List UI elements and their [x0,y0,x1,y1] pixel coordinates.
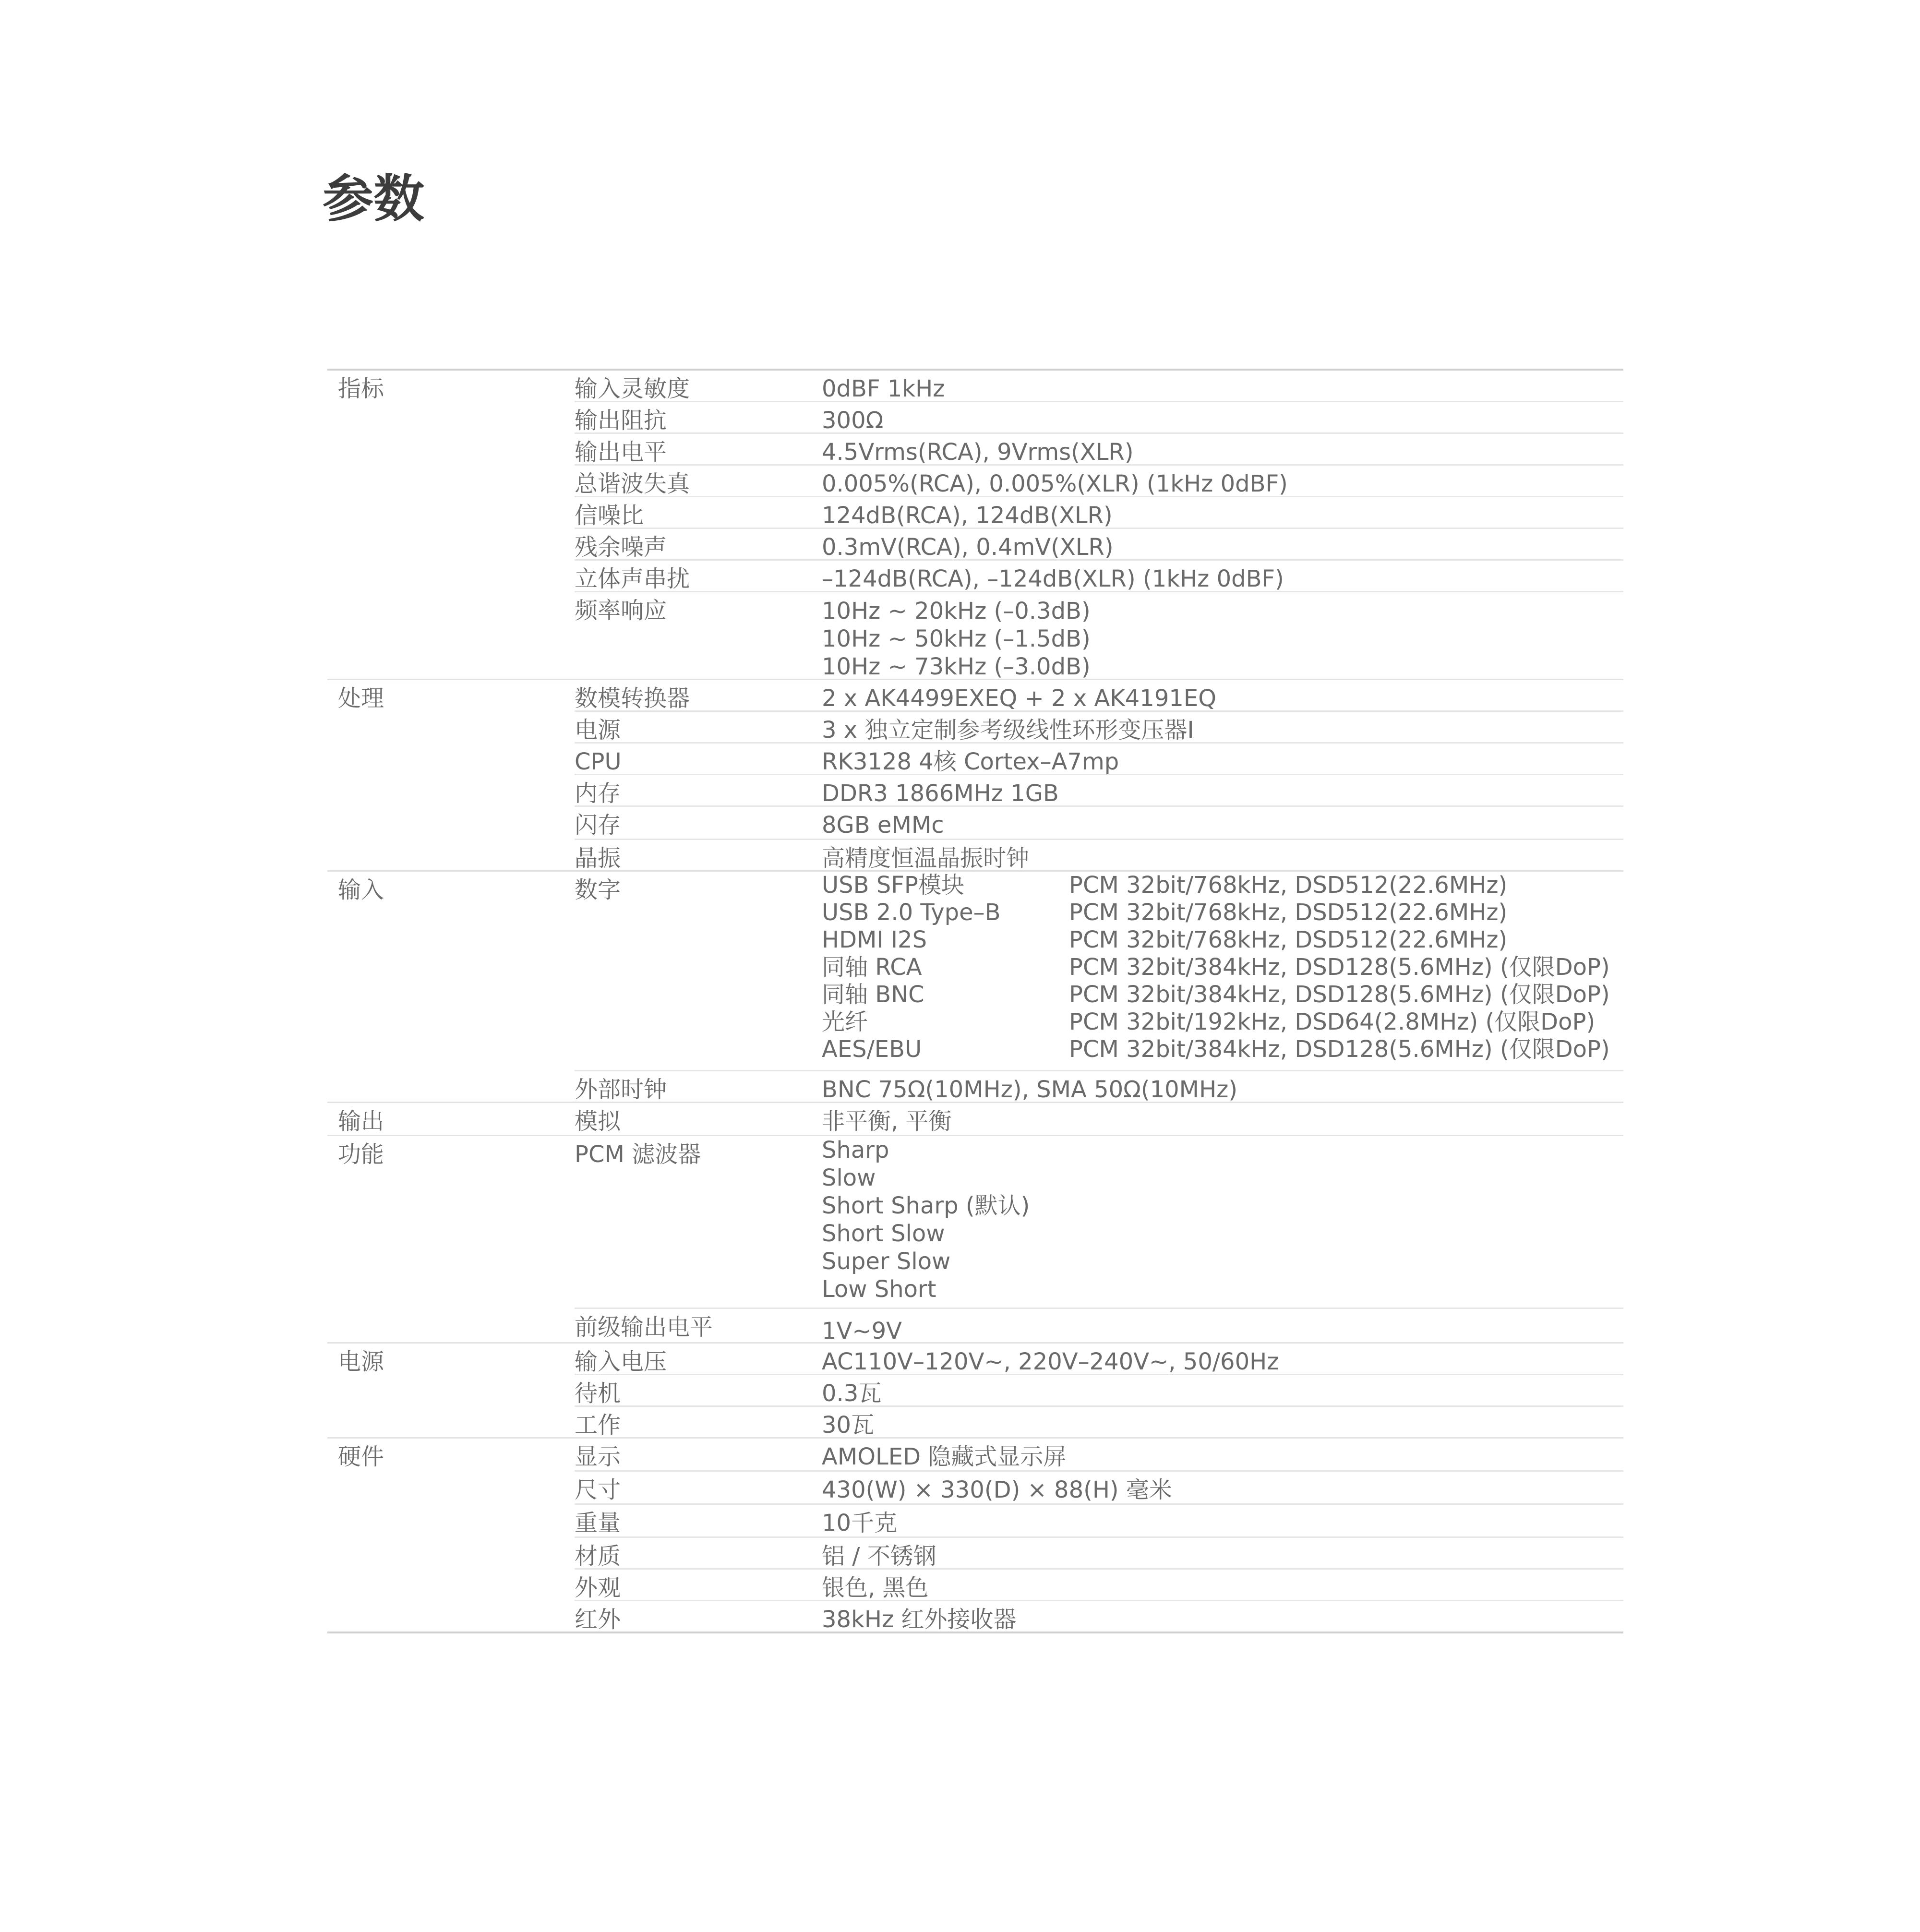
spec-label: 重量 [575,1510,621,1536]
spec-row [575,528,1623,559]
spec-value: 0dBF 1kHz [822,375,945,402]
input-format: PCM 32bit/768kHz, DSD512(22.6MHz) [1069,899,1508,926]
spec-value: 38kHz 红外接收器 [822,1606,1017,1633]
spec-label: 残余噪声 [575,534,667,561]
spec-value: 430(W) × 330(D) × 88(H) 毫米 [822,1476,1172,1503]
input-row [822,981,1623,1008]
input-name: 光纤 [822,1008,868,1035]
spec-row [575,1103,1623,1133]
spec-value: 0.005%(RCA), 0.005%(XLR) (1kHz 0dBF) [822,470,1288,497]
spec-row [575,805,1623,839]
input-name: 同轴 BNC [822,981,924,1008]
spec-row [575,680,1623,710]
spec-row [575,774,1623,805]
spec-row [575,401,1623,432]
spec-label: 输出电平 [575,439,667,466]
input-name: USB 2.0 Type–B [822,899,1001,926]
spec-label: 尺寸 [575,1476,621,1503]
value-line: 10Hz ~ 73kHz (–3.0dB) [822,653,1091,680]
spec-group [327,1437,1623,1632]
spec-label: 前级输出电平 [575,1314,713,1341]
spec-group [327,1342,1623,1437]
spec-row [575,432,1623,464]
spec-label: 内存 [575,780,621,807]
spec-value: AC110V–120V~, 220V–240V~, 50/60Hz [822,1348,1279,1375]
spec-label: 外观 [575,1574,621,1601]
spec-row [575,1439,1623,1470]
spec-row [575,1374,1623,1405]
spec-value: 300Ω [822,407,884,434]
input-name: 同轴 RCA [822,954,922,981]
spec-group [327,1102,1623,1135]
spec-group [327,1135,1623,1342]
value-line: Slow [822,1164,876,1191]
spec-value: 4.5Vrms(RCA), 9Vrms(XLR) [822,439,1134,466]
input-format: PCM 32bit/384kHz, DSD128(5.6MHz) (仅限DoP) [1069,954,1610,981]
spec-label: 数模转换器 [575,685,690,712]
input-row [822,1036,1623,1063]
spec-row [575,1503,1623,1536]
spec-group [327,679,1623,870]
input-format: PCM 32bit/384kHz, DSD128(5.6MHz) (仅限DoP) [1069,981,1610,1008]
spec-row [575,1536,1623,1568]
spec-label: 闪存 [575,812,621,839]
spec-label: 信噪比 [575,502,644,529]
category-label: 硬件 [338,1443,384,1470]
spec-label: CPU [575,748,622,775]
page-title: 参数 [323,169,424,228]
spec-row [575,496,1623,528]
spec-value: DDR3 1866MHz 1GB [822,780,1059,807]
spec-value: 3 x 独立定制参考级线性环形变压器I [822,717,1194,744]
input-format: PCM 32bit/192kHz, DSD64(2.8MHz) (仅限DoP) [1069,1008,1596,1035]
spec-value: 30瓦 [822,1412,875,1439]
value-line: Sharp [822,1137,889,1164]
spec-label: 总谐波失真 [575,470,690,497]
spec-value [822,1136,1623,1308]
spec-label: 红外 [575,1606,621,1633]
spec-label: 工作 [575,1412,621,1439]
spec-row [575,1344,1623,1374]
spec-row [575,872,1623,1070]
input-row [822,1008,1623,1036]
category-label: 功能 [338,1141,384,1168]
spec-value: AMOLED 隐藏式显示屏 [822,1443,1067,1470]
spec-row [575,371,1623,401]
spec-label: PCM 滤波器 [575,1141,701,1168]
spec-value: 2 x AK4499EXEQ + 2 x AK4191EQ [822,685,1217,712]
spec-label: 输入电压 [575,1348,667,1375]
spec-value: 高精度恒温晶振时钟 [822,845,1030,872]
category-label: 输入 [338,876,384,903]
spec-row [575,1405,1623,1437]
spec-row [575,464,1623,496]
spec-value: BNC 75Ω(10MHz), SMA 50Ω(10MHz) [822,1076,1238,1103]
spec-value: 铝 / 不锈钢 [822,1543,936,1570]
spec-value: 非平衡, 平衡 [822,1108,952,1135]
spec-row [575,591,1623,679]
value-line: 10Hz ~ 50kHz (–1.5dB) [822,625,1091,652]
spec-row [575,710,1623,742]
spec-label: 材质 [575,1543,621,1570]
value-line: Super Slow [822,1248,951,1275]
spec-label: 电源 [575,717,621,744]
spec-value: 0.3瓦 [822,1380,882,1407]
spec-value: 0.3mV(RCA), 0.4mV(XLR) [822,534,1114,561]
spec-value: 1V~9V [822,1318,902,1344]
value-line: Short Sharp (默认) [822,1192,1030,1219]
spec-label: 模拟 [575,1108,621,1135]
spec-label: 待机 [575,1380,621,1407]
spec-value: 10千克 [822,1510,898,1536]
spec-table [327,369,1623,1633]
spec-row [575,742,1623,774]
spec-label: 频率响应 [575,597,667,624]
spec-label: 数字 [575,876,621,903]
input-name: HDMI I2S [822,926,927,953]
spec-value: 8GB eMMc [822,812,944,839]
spec-value: –124dB(RCA), –124dB(XLR) (1kHz 0dBF) [822,565,1284,592]
spec-label: 输出阻抗 [575,407,667,434]
spec-label: 晶振 [575,845,621,872]
input-format: PCM 32bit/768kHz, DSD512(22.6MHz) [1069,926,1508,953]
value-line: Short Slow [822,1220,945,1247]
spec-value [822,592,1623,679]
spec-row [575,839,1623,870]
spec-label: 输入灵敏度 [575,375,690,402]
spec-row [575,1470,1623,1503]
input-format: PCM 32bit/768kHz, DSD512(22.6MHz) [1069,872,1508,899]
spec-label: 立体声串扰 [575,565,690,592]
input-row [822,954,1623,981]
spec-row [575,1070,1623,1102]
category-label: 指标 [338,375,384,402]
spec-label: 外部时钟 [575,1076,667,1103]
value-line: Low Short [822,1276,936,1303]
spec-row [575,1568,1623,1600]
spec-value: 124dB(RCA), 124dB(XLR) [822,502,1113,529]
input-name: USB SFP模块 [822,872,964,899]
spec-row [575,1308,1623,1342]
spec-row [575,1136,1623,1308]
spec-row [575,1600,1623,1632]
input-row [822,899,1623,926]
input-row [822,872,1623,899]
spec-group [327,371,1623,679]
spec-value: RK3128 4核 Cortex–A7mp [822,748,1119,775]
category-label: 处理 [338,685,384,712]
digital-inputs [822,872,1623,1070]
category-label: 输出 [338,1108,384,1135]
spec-group [327,870,1623,1102]
input-name: AES/EBU [822,1036,922,1063]
spec-row [575,559,1623,591]
spec-value: 银色, 黑色 [822,1574,929,1601]
input-row [822,926,1623,954]
spec-label: 显示 [575,1443,621,1470]
category-label: 电源 [338,1348,384,1375]
value-line: 10Hz ~ 20kHz (–0.3dB) [822,598,1091,624]
input-format: PCM 32bit/384kHz, DSD128(5.6MHz) (仅限DoP) [1069,1036,1610,1063]
